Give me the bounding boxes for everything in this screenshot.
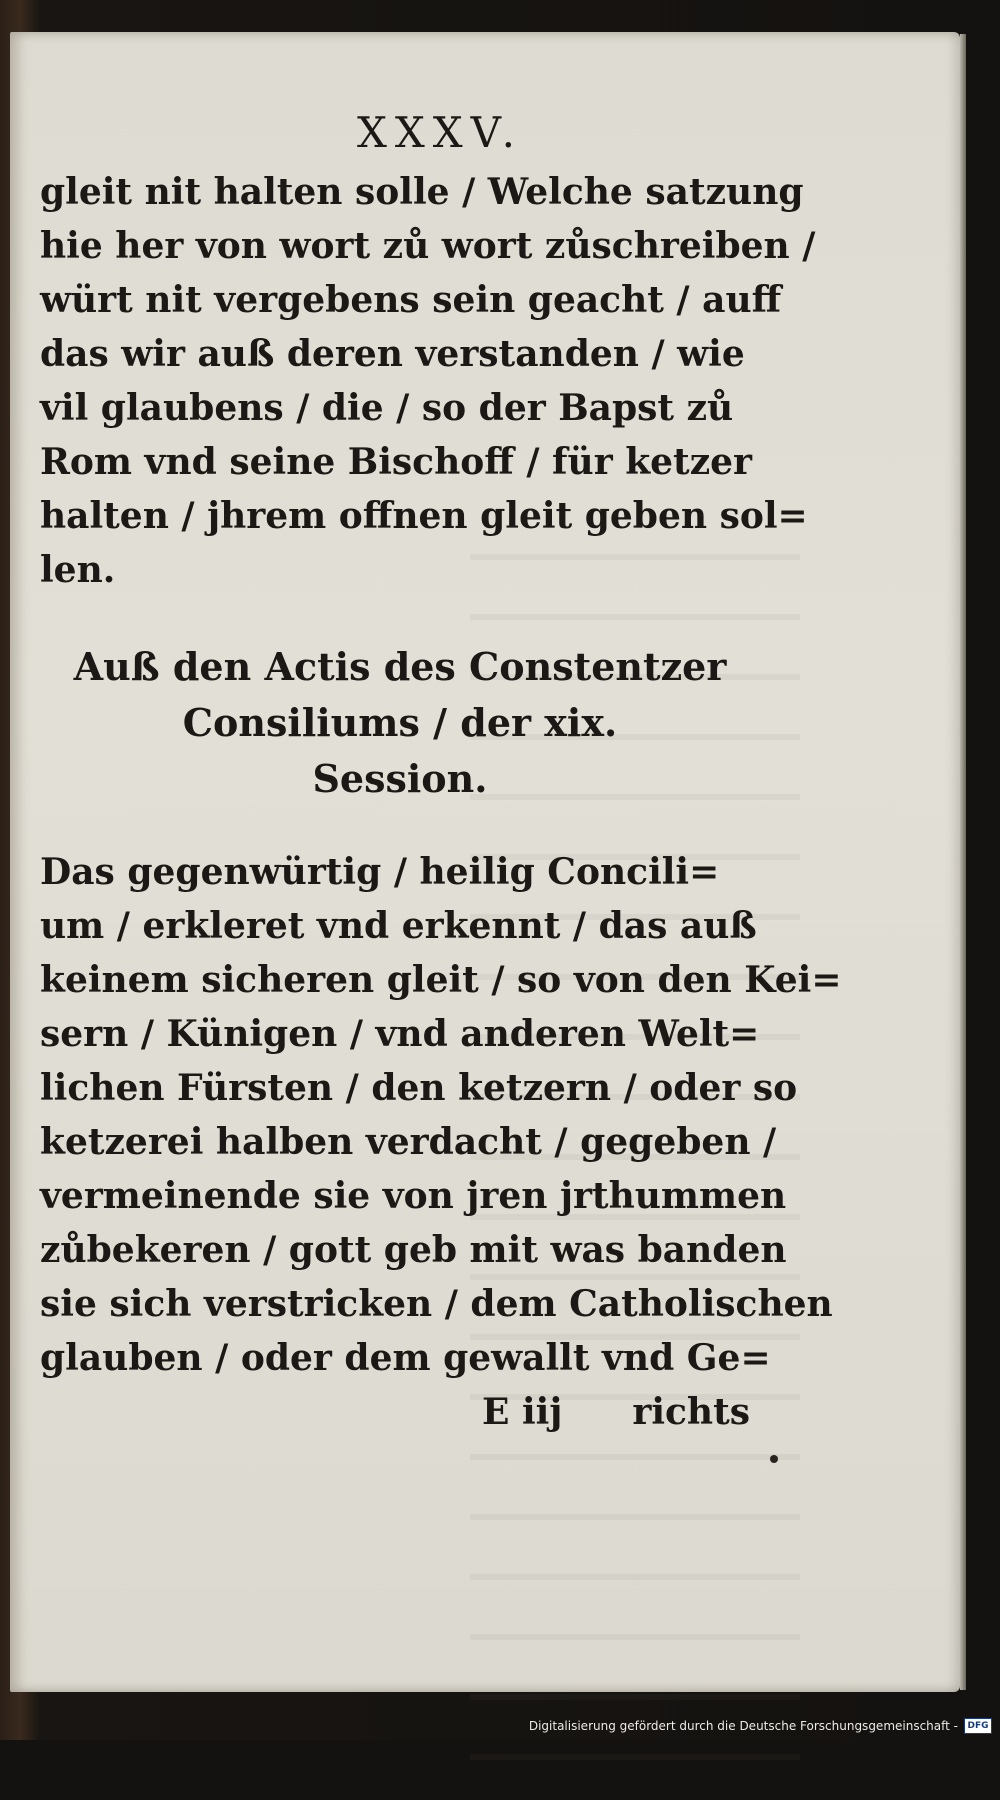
- digitization-credit-bar: [0, 1712, 1000, 1740]
- paragraph-2: [40, 845, 842, 1385]
- heading-line: Consiliums / der xix.: [182, 700, 618, 745]
- signature-mark: E iij: [482, 1391, 563, 1433]
- text-line: len.: [40, 549, 116, 591]
- heading-line: Session.: [312, 756, 488, 801]
- dfg-logo: DFG: [964, 1718, 992, 1734]
- catchword: richts: [632, 1391, 750, 1433]
- text-line: glauben / oder dem gewallt vnd Ge=: [40, 1337, 771, 1379]
- text-line: hie her von wort zů wort zůschreiben /: [40, 225, 816, 267]
- text-line: halten / jhrem offnen gleit geben sol=: [40, 495, 808, 537]
- text-line: lichen Fürsten / den ketzern / oder so: [40, 1067, 798, 1109]
- text-block: [40, 108, 842, 1439]
- text-line: Das gegenwürtig / heilig Concili=: [40, 851, 720, 893]
- text-line: ketzerei halben verdacht / gegeben /: [40, 1121, 777, 1163]
- text-line: vermeinende sie von jren jrthummen: [40, 1175, 787, 1217]
- folio-number: XXXV.: [356, 108, 524, 157]
- text-line: um / erkleret vnd erkennt / das auß: [40, 905, 757, 947]
- text-line: vil glaubens / die / so der Bapst zů: [40, 387, 734, 429]
- text-line: Rom vnd seine Bischoff / für ketzer: [40, 441, 753, 483]
- text-line: das wir auß deren verstanden / wie: [40, 333, 745, 375]
- text-line: sern / Künigen / vnd anderen Welt=: [40, 1013, 760, 1055]
- text-line: gleit nit halten solle / Welche satzung: [40, 171, 804, 213]
- ink-speck: [770, 1455, 778, 1463]
- text-line: zůbekeren / gott geb mit was banden: [40, 1229, 787, 1271]
- text-line: keinem sicheren gleit / so von den Kei=: [40, 959, 842, 1001]
- text-line: sie sich verstricken / dem Catholischen: [40, 1283, 833, 1325]
- paragraph-1: [40, 165, 816, 597]
- heading-line: Auß den Actis des Constentzer: [73, 644, 727, 689]
- signature-row: [40, 1385, 760, 1439]
- section-heading: [40, 639, 760, 807]
- page-edge: [960, 34, 966, 1690]
- credit-text: Digitalisierung gefördert durch die Deutsche Forschungsgemeinschaft -: [528, 1719, 958, 1733]
- text-line: würt nit vergebens sein geacht / auff: [40, 279, 782, 321]
